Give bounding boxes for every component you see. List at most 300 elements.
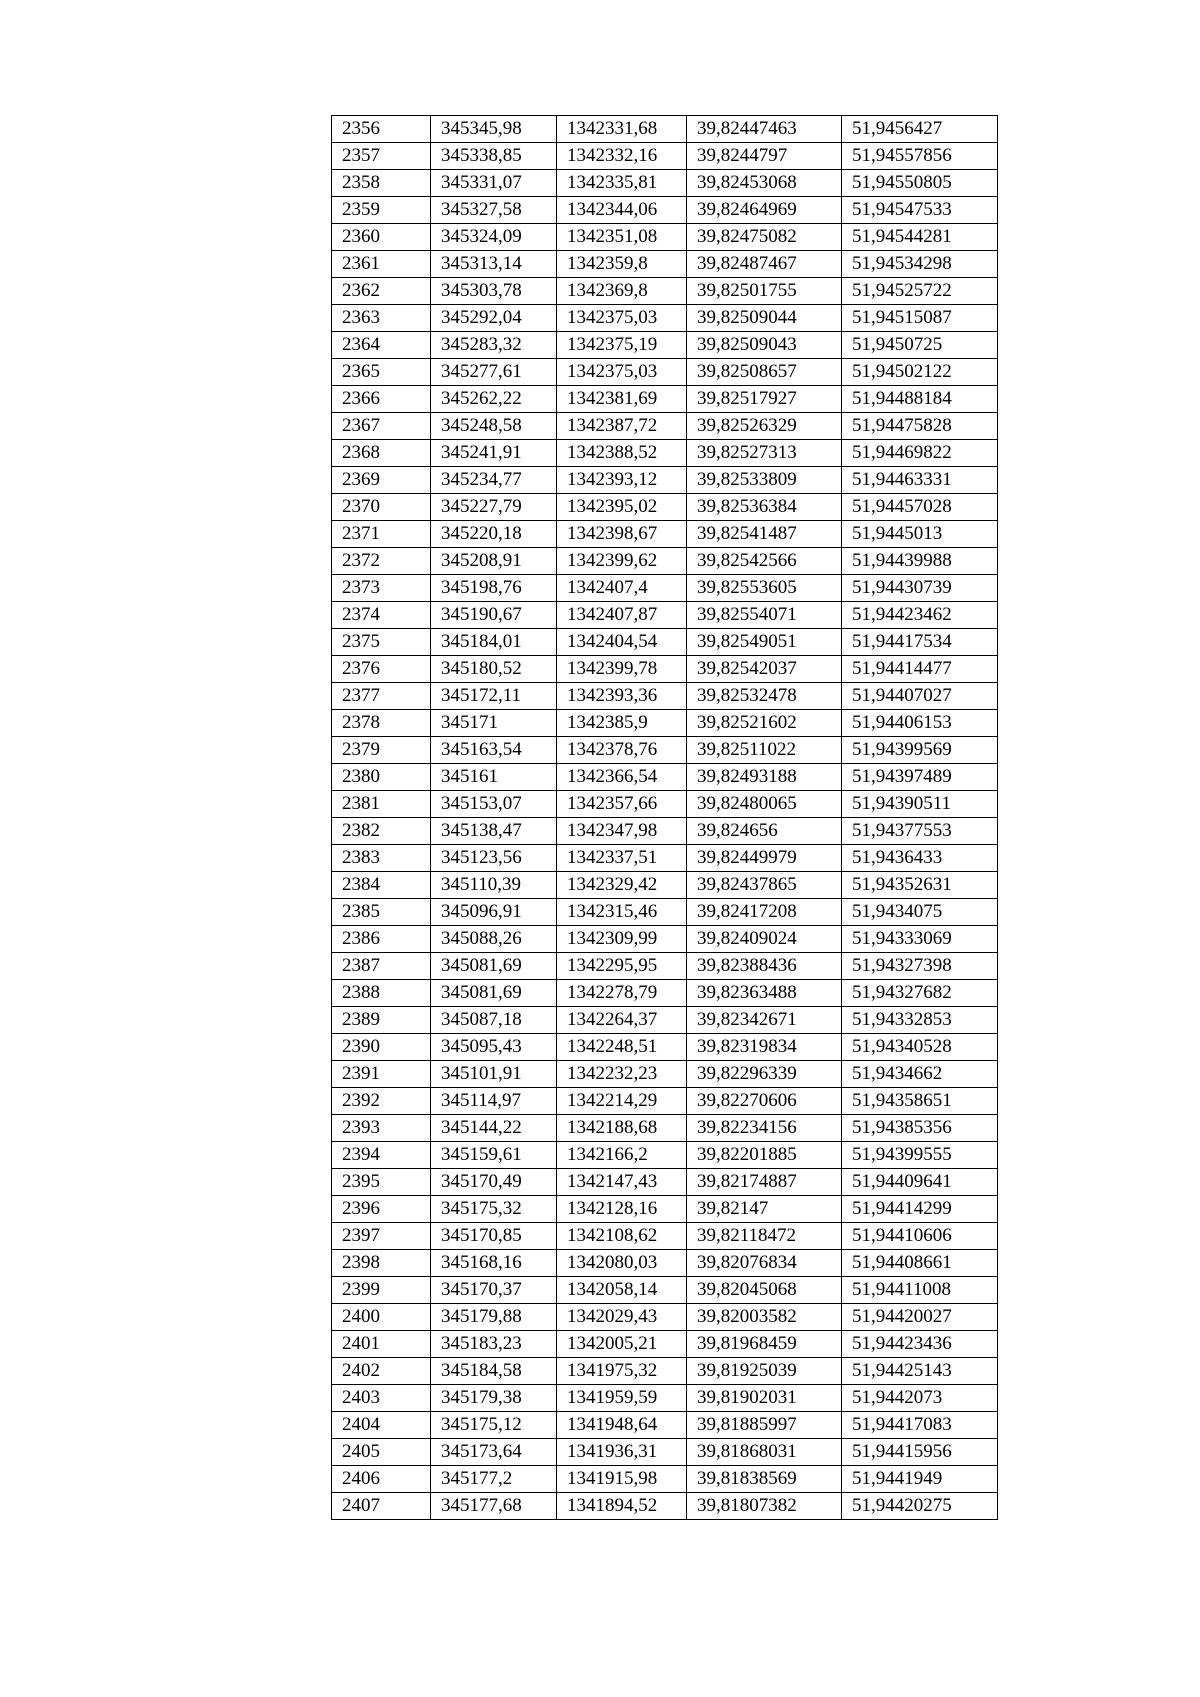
latitude-cell: 39,82045068 — [687, 1277, 842, 1304]
y-coordinate-cell: 1342366,54 — [557, 764, 687, 791]
longitude-cell: 51,9434075 — [842, 899, 998, 926]
point-number-cell: 2377 — [332, 683, 431, 710]
y-coordinate-cell: 1342359,8 — [557, 251, 687, 278]
point-number-cell: 2391 — [332, 1061, 431, 1088]
x-coordinate-cell: 345168,16 — [431, 1250, 557, 1277]
latitude-cell: 39,82526329 — [687, 413, 842, 440]
table-row — [332, 1466, 998, 1493]
latitude-cell: 39,82118472 — [687, 1223, 842, 1250]
point-number-cell: 2386 — [332, 926, 431, 953]
x-coordinate-cell: 345183,23 — [431, 1331, 557, 1358]
x-coordinate-cell: 345096,91 — [431, 899, 557, 926]
table-row — [332, 683, 998, 710]
x-coordinate-cell: 345331,07 — [431, 170, 557, 197]
point-number-cell: 2356 — [332, 116, 431, 143]
y-coordinate-cell: 1342264,37 — [557, 1007, 687, 1034]
y-coordinate-cell: 1342295,95 — [557, 953, 687, 980]
point-number-cell: 2361 — [332, 251, 431, 278]
longitude-cell: 51,94469822 — [842, 440, 998, 467]
latitude-cell: 39,81968459 — [687, 1331, 842, 1358]
y-coordinate-cell: 1342058,14 — [557, 1277, 687, 1304]
latitude-cell: 39,8244797 — [687, 143, 842, 170]
table-row — [332, 1412, 998, 1439]
x-coordinate-cell: 345101,91 — [431, 1061, 557, 1088]
longitude-cell: 51,94390511 — [842, 791, 998, 818]
point-number-cell: 2369 — [332, 467, 431, 494]
latitude-cell: 39,82003582 — [687, 1304, 842, 1331]
table-row — [332, 359, 998, 386]
point-number-cell: 2371 — [332, 521, 431, 548]
point-number-cell: 2367 — [332, 413, 431, 440]
table-row — [332, 1358, 998, 1385]
latitude-cell: 39,82541487 — [687, 521, 842, 548]
longitude-cell: 51,94463331 — [842, 467, 998, 494]
point-number-cell: 2372 — [332, 548, 431, 575]
longitude-cell: 51,94352631 — [842, 872, 998, 899]
point-number-cell: 2389 — [332, 1007, 431, 1034]
point-number-cell: 2358 — [332, 170, 431, 197]
x-coordinate-cell: 345177,68 — [431, 1493, 557, 1520]
table-row — [332, 1142, 998, 1169]
x-coordinate-cell: 345170,49 — [431, 1169, 557, 1196]
latitude-cell: 39,82517927 — [687, 386, 842, 413]
x-coordinate-cell: 345081,69 — [431, 953, 557, 980]
y-coordinate-cell: 1342232,23 — [557, 1061, 687, 1088]
latitude-cell: 39,82553605 — [687, 575, 842, 602]
table-row — [332, 224, 998, 251]
point-number-cell: 2375 — [332, 629, 431, 656]
x-coordinate-cell: 345177,2 — [431, 1466, 557, 1493]
longitude-cell: 51,94411008 — [842, 1277, 998, 1304]
point-number-cell: 2366 — [332, 386, 431, 413]
y-coordinate-cell: 1341894,52 — [557, 1493, 687, 1520]
point-number-cell: 2374 — [332, 602, 431, 629]
table-row — [332, 1493, 998, 1520]
point-number-cell: 2404 — [332, 1412, 431, 1439]
x-coordinate-cell: 345190,67 — [431, 602, 557, 629]
x-coordinate-cell: 345208,91 — [431, 548, 557, 575]
table-row — [332, 629, 998, 656]
latitude-cell: 39,82417208 — [687, 899, 842, 926]
longitude-cell: 51,94377553 — [842, 818, 998, 845]
table-row — [332, 467, 998, 494]
longitude-cell: 51,94547533 — [842, 197, 998, 224]
latitude-cell: 39,82533809 — [687, 467, 842, 494]
x-coordinate-cell: 345345,98 — [431, 116, 557, 143]
point-number-cell: 2401 — [332, 1331, 431, 1358]
y-coordinate-cell: 1342375,19 — [557, 332, 687, 359]
x-coordinate-cell: 345292,04 — [431, 305, 557, 332]
latitude-cell: 39,81902031 — [687, 1385, 842, 1412]
longitude-cell: 51,94515087 — [842, 305, 998, 332]
x-coordinate-cell: 345327,58 — [431, 197, 557, 224]
longitude-cell: 51,94327682 — [842, 980, 998, 1007]
y-coordinate-cell: 1342309,99 — [557, 926, 687, 953]
point-number-cell: 2370 — [332, 494, 431, 521]
table-row — [332, 305, 998, 332]
x-coordinate-cell: 345114,97 — [431, 1088, 557, 1115]
latitude-cell: 39,82532478 — [687, 683, 842, 710]
table-row — [332, 1088, 998, 1115]
latitude-cell: 39,82296339 — [687, 1061, 842, 1088]
table-row — [332, 440, 998, 467]
point-number-cell: 2405 — [332, 1439, 431, 1466]
longitude-cell: 51,94417534 — [842, 629, 998, 656]
longitude-cell: 51,94332853 — [842, 1007, 998, 1034]
table-row — [332, 116, 998, 143]
table-row — [332, 143, 998, 170]
latitude-cell: 39,81807382 — [687, 1493, 842, 1520]
longitude-cell: 51,94414477 — [842, 656, 998, 683]
table-row — [332, 872, 998, 899]
x-coordinate-cell: 345303,78 — [431, 278, 557, 305]
x-coordinate-cell: 345171 — [431, 710, 557, 737]
longitude-cell: 51,94397489 — [842, 764, 998, 791]
x-coordinate-cell: 345088,26 — [431, 926, 557, 953]
x-coordinate-cell: 345175,12 — [431, 1412, 557, 1439]
x-coordinate-cell: 345180,52 — [431, 656, 557, 683]
latitude-cell: 39,82076834 — [687, 1250, 842, 1277]
latitude-cell: 39,82270606 — [687, 1088, 842, 1115]
latitude-cell: 39,82147 — [687, 1196, 842, 1223]
x-coordinate-cell: 345262,22 — [431, 386, 557, 413]
y-coordinate-cell: 1342369,8 — [557, 278, 687, 305]
table-row — [332, 1304, 998, 1331]
table-row — [332, 386, 998, 413]
latitude-cell: 39,82388436 — [687, 953, 842, 980]
y-coordinate-cell: 1342080,03 — [557, 1250, 687, 1277]
y-coordinate-cell: 1342147,43 — [557, 1169, 687, 1196]
longitude-cell: 51,94457028 — [842, 494, 998, 521]
latitude-cell: 39,82201885 — [687, 1142, 842, 1169]
latitude-cell: 39,82549051 — [687, 629, 842, 656]
point-number-cell: 2385 — [332, 899, 431, 926]
y-coordinate-cell: 1342388,52 — [557, 440, 687, 467]
x-coordinate-cell: 345173,64 — [431, 1439, 557, 1466]
table-row — [332, 1250, 998, 1277]
x-coordinate-cell: 345163,54 — [431, 737, 557, 764]
y-coordinate-cell: 1342393,12 — [557, 467, 687, 494]
y-coordinate-cell: 1342188,68 — [557, 1115, 687, 1142]
longitude-cell: 51,94406153 — [842, 710, 998, 737]
point-number-cell: 2387 — [332, 953, 431, 980]
point-number-cell: 2378 — [332, 710, 431, 737]
table-row — [332, 980, 998, 1007]
table-row — [332, 332, 998, 359]
latitude-cell: 39,82509044 — [687, 305, 842, 332]
table-row — [332, 413, 998, 440]
y-coordinate-cell: 1341936,31 — [557, 1439, 687, 1466]
y-coordinate-cell: 1341915,98 — [557, 1466, 687, 1493]
table-row — [332, 1007, 998, 1034]
y-coordinate-cell: 1342398,67 — [557, 521, 687, 548]
latitude-cell: 39,82464969 — [687, 197, 842, 224]
y-coordinate-cell: 1342166,2 — [557, 1142, 687, 1169]
table-row — [332, 1439, 998, 1466]
latitude-cell: 39,81925039 — [687, 1358, 842, 1385]
table-row — [332, 197, 998, 224]
latitude-cell: 39,82453068 — [687, 170, 842, 197]
table-row — [332, 1223, 998, 1250]
table-row — [332, 278, 998, 305]
y-coordinate-cell: 1342378,76 — [557, 737, 687, 764]
longitude-cell: 51,94430739 — [842, 575, 998, 602]
coordinates-table — [331, 115, 998, 1520]
point-number-cell: 2402 — [332, 1358, 431, 1385]
point-number-cell: 2382 — [332, 818, 431, 845]
table-row — [332, 764, 998, 791]
longitude-cell: 51,94414299 — [842, 1196, 998, 1223]
longitude-cell: 51,94408661 — [842, 1250, 998, 1277]
point-number-cell: 2364 — [332, 332, 431, 359]
point-number-cell: 2384 — [332, 872, 431, 899]
y-coordinate-cell: 1342404,54 — [557, 629, 687, 656]
table-row — [332, 656, 998, 683]
point-number-cell: 2399 — [332, 1277, 431, 1304]
longitude-cell: 51,9456427 — [842, 116, 998, 143]
table-row — [332, 1385, 998, 1412]
latitude-cell: 39,82174887 — [687, 1169, 842, 1196]
latitude-cell: 39,81885997 — [687, 1412, 842, 1439]
latitude-cell: 39,82342671 — [687, 1007, 842, 1034]
point-number-cell: 2396 — [332, 1196, 431, 1223]
longitude-cell: 51,94420027 — [842, 1304, 998, 1331]
latitude-cell: 39,81838569 — [687, 1466, 842, 1493]
longitude-cell: 51,9436433 — [842, 845, 998, 872]
y-coordinate-cell: 1342375,03 — [557, 305, 687, 332]
longitude-cell: 51,94502122 — [842, 359, 998, 386]
latitude-cell: 39,82437865 — [687, 872, 842, 899]
table-row — [332, 1061, 998, 1088]
latitude-cell: 39,82487467 — [687, 251, 842, 278]
y-coordinate-cell: 1342214,29 — [557, 1088, 687, 1115]
longitude-cell: 51,94557856 — [842, 143, 998, 170]
y-coordinate-cell: 1341975,32 — [557, 1358, 687, 1385]
y-coordinate-cell: 1342385,9 — [557, 710, 687, 737]
x-coordinate-cell: 345313,14 — [431, 251, 557, 278]
x-coordinate-cell: 345234,77 — [431, 467, 557, 494]
y-coordinate-cell: 1342395,02 — [557, 494, 687, 521]
y-coordinate-cell: 1342407,87 — [557, 602, 687, 629]
x-coordinate-cell: 345227,79 — [431, 494, 557, 521]
longitude-cell: 51,94358651 — [842, 1088, 998, 1115]
longitude-cell: 51,94423462 — [842, 602, 998, 629]
table-row — [332, 494, 998, 521]
table-row — [332, 1331, 998, 1358]
latitude-cell: 39,82542566 — [687, 548, 842, 575]
y-coordinate-cell: 1342351,08 — [557, 224, 687, 251]
table-row — [332, 791, 998, 818]
table-row — [332, 1277, 998, 1304]
point-number-cell: 2383 — [332, 845, 431, 872]
y-coordinate-cell: 1342005,21 — [557, 1331, 687, 1358]
x-coordinate-cell: 345172,11 — [431, 683, 557, 710]
y-coordinate-cell: 1342393,36 — [557, 683, 687, 710]
table-row — [332, 845, 998, 872]
x-coordinate-cell: 345241,91 — [431, 440, 557, 467]
x-coordinate-cell: 345110,39 — [431, 872, 557, 899]
latitude-cell: 39,82542037 — [687, 656, 842, 683]
latitude-cell: 39,82363488 — [687, 980, 842, 1007]
table-row — [332, 1115, 998, 1142]
y-coordinate-cell: 1342381,69 — [557, 386, 687, 413]
longitude-cell: 51,94385356 — [842, 1115, 998, 1142]
longitude-cell: 51,94534298 — [842, 251, 998, 278]
x-coordinate-cell: 345144,22 — [431, 1115, 557, 1142]
longitude-cell: 51,94407027 — [842, 683, 998, 710]
longitude-cell: 51,94333069 — [842, 926, 998, 953]
table-row — [332, 575, 998, 602]
latitude-cell: 39,82480065 — [687, 791, 842, 818]
longitude-cell: 51,94399555 — [842, 1142, 998, 1169]
longitude-cell: 51,94550805 — [842, 170, 998, 197]
table-row — [332, 737, 998, 764]
longitude-cell: 51,94475828 — [842, 413, 998, 440]
point-number-cell: 2393 — [332, 1115, 431, 1142]
longitude-cell: 51,9441949 — [842, 1466, 998, 1493]
table-row — [332, 251, 998, 278]
table-row — [332, 1196, 998, 1223]
point-number-cell: 2406 — [332, 1466, 431, 1493]
longitude-cell: 51,9442073 — [842, 1385, 998, 1412]
x-coordinate-cell: 345324,09 — [431, 224, 557, 251]
latitude-cell: 39,82234156 — [687, 1115, 842, 1142]
longitude-cell: 51,94327398 — [842, 953, 998, 980]
y-coordinate-cell: 1341959,59 — [557, 1385, 687, 1412]
longitude-cell: 51,94415956 — [842, 1439, 998, 1466]
latitude-cell: 39,82554071 — [687, 602, 842, 629]
y-coordinate-cell: 1342278,79 — [557, 980, 687, 1007]
point-number-cell: 2359 — [332, 197, 431, 224]
longitude-cell: 51,94409641 — [842, 1169, 998, 1196]
longitude-cell: 51,94423436 — [842, 1331, 998, 1358]
latitude-cell: 39,82475082 — [687, 224, 842, 251]
point-number-cell: 2363 — [332, 305, 431, 332]
point-number-cell: 2395 — [332, 1169, 431, 1196]
y-coordinate-cell: 1342375,03 — [557, 359, 687, 386]
latitude-cell: 39,82501755 — [687, 278, 842, 305]
point-number-cell: 2400 — [332, 1304, 431, 1331]
y-coordinate-cell: 1342331,68 — [557, 116, 687, 143]
y-coordinate-cell: 1342407,4 — [557, 575, 687, 602]
longitude-cell: 51,94417083 — [842, 1412, 998, 1439]
latitude-cell: 39,82536384 — [687, 494, 842, 521]
latitude-cell: 39,82511022 — [687, 737, 842, 764]
point-number-cell: 2376 — [332, 656, 431, 683]
y-coordinate-cell: 1342347,98 — [557, 818, 687, 845]
x-coordinate-cell: 345220,18 — [431, 521, 557, 548]
longitude-cell: 51,94544281 — [842, 224, 998, 251]
x-coordinate-cell: 345170,37 — [431, 1277, 557, 1304]
x-coordinate-cell: 345184,01 — [431, 629, 557, 656]
point-number-cell: 2390 — [332, 1034, 431, 1061]
point-number-cell: 2407 — [332, 1493, 431, 1520]
y-coordinate-cell: 1342344,06 — [557, 197, 687, 224]
x-coordinate-cell: 345175,32 — [431, 1196, 557, 1223]
table-row — [332, 521, 998, 548]
y-coordinate-cell: 1341948,64 — [557, 1412, 687, 1439]
point-number-cell: 2360 — [332, 224, 431, 251]
table-row — [332, 926, 998, 953]
point-number-cell: 2398 — [332, 1250, 431, 1277]
longitude-cell: 51,94488184 — [842, 386, 998, 413]
longitude-cell: 51,94425143 — [842, 1358, 998, 1385]
longitude-cell: 51,94439988 — [842, 548, 998, 575]
y-coordinate-cell: 1342329,42 — [557, 872, 687, 899]
point-number-cell: 2380 — [332, 764, 431, 791]
x-coordinate-cell: 345170,85 — [431, 1223, 557, 1250]
latitude-cell: 39,82521602 — [687, 710, 842, 737]
table-row — [332, 953, 998, 980]
y-coordinate-cell: 1342337,51 — [557, 845, 687, 872]
y-coordinate-cell: 1342399,78 — [557, 656, 687, 683]
x-coordinate-cell: 345081,69 — [431, 980, 557, 1007]
longitude-cell: 51,9434662 — [842, 1061, 998, 1088]
y-coordinate-cell: 1342387,72 — [557, 413, 687, 440]
longitude-cell: 51,94340528 — [842, 1034, 998, 1061]
x-coordinate-cell: 345153,07 — [431, 791, 557, 818]
x-coordinate-cell: 345087,18 — [431, 1007, 557, 1034]
y-coordinate-cell: 1342332,16 — [557, 143, 687, 170]
x-coordinate-cell: 345283,32 — [431, 332, 557, 359]
x-coordinate-cell: 345338,85 — [431, 143, 557, 170]
x-coordinate-cell: 345277,61 — [431, 359, 557, 386]
table-row — [332, 818, 998, 845]
y-coordinate-cell: 1342315,46 — [557, 899, 687, 926]
point-number-cell: 2397 — [332, 1223, 431, 1250]
latitude-cell: 39,82409024 — [687, 926, 842, 953]
latitude-cell: 39,81868031 — [687, 1439, 842, 1466]
table-row — [332, 1034, 998, 1061]
latitude-cell: 39,82508657 — [687, 359, 842, 386]
point-number-cell: 2394 — [332, 1142, 431, 1169]
x-coordinate-cell: 345161 — [431, 764, 557, 791]
table-row — [332, 899, 998, 926]
latitude-cell: 39,824656 — [687, 818, 842, 845]
longitude-cell: 51,94410606 — [842, 1223, 998, 1250]
point-number-cell: 2357 — [332, 143, 431, 170]
point-number-cell: 2379 — [332, 737, 431, 764]
y-coordinate-cell: 1342029,43 — [557, 1304, 687, 1331]
x-coordinate-cell: 345095,43 — [431, 1034, 557, 1061]
y-coordinate-cell: 1342335,81 — [557, 170, 687, 197]
point-number-cell: 2403 — [332, 1385, 431, 1412]
longitude-cell: 51,94420275 — [842, 1493, 998, 1520]
table-row — [332, 710, 998, 737]
x-coordinate-cell: 345248,58 — [431, 413, 557, 440]
point-number-cell: 2373 — [332, 575, 431, 602]
coordinates-table-body — [332, 116, 998, 1520]
longitude-cell: 51,9445013 — [842, 521, 998, 548]
y-coordinate-cell: 1342248,51 — [557, 1034, 687, 1061]
x-coordinate-cell: 345138,47 — [431, 818, 557, 845]
x-coordinate-cell: 345184,58 — [431, 1358, 557, 1385]
point-number-cell: 2368 — [332, 440, 431, 467]
longitude-cell: 51,94399569 — [842, 737, 998, 764]
point-number-cell: 2381 — [332, 791, 431, 818]
point-number-cell: 2362 — [332, 278, 431, 305]
latitude-cell: 39,82493188 — [687, 764, 842, 791]
latitude-cell: 39,82447463 — [687, 116, 842, 143]
table-row — [332, 1169, 998, 1196]
table-row — [332, 548, 998, 575]
longitude-cell: 51,9450725 — [842, 332, 998, 359]
y-coordinate-cell: 1342128,16 — [557, 1196, 687, 1223]
x-coordinate-cell: 345198,76 — [431, 575, 557, 602]
latitude-cell: 39,82449979 — [687, 845, 842, 872]
latitude-cell: 39,82509043 — [687, 332, 842, 359]
y-coordinate-cell: 1342357,66 — [557, 791, 687, 818]
